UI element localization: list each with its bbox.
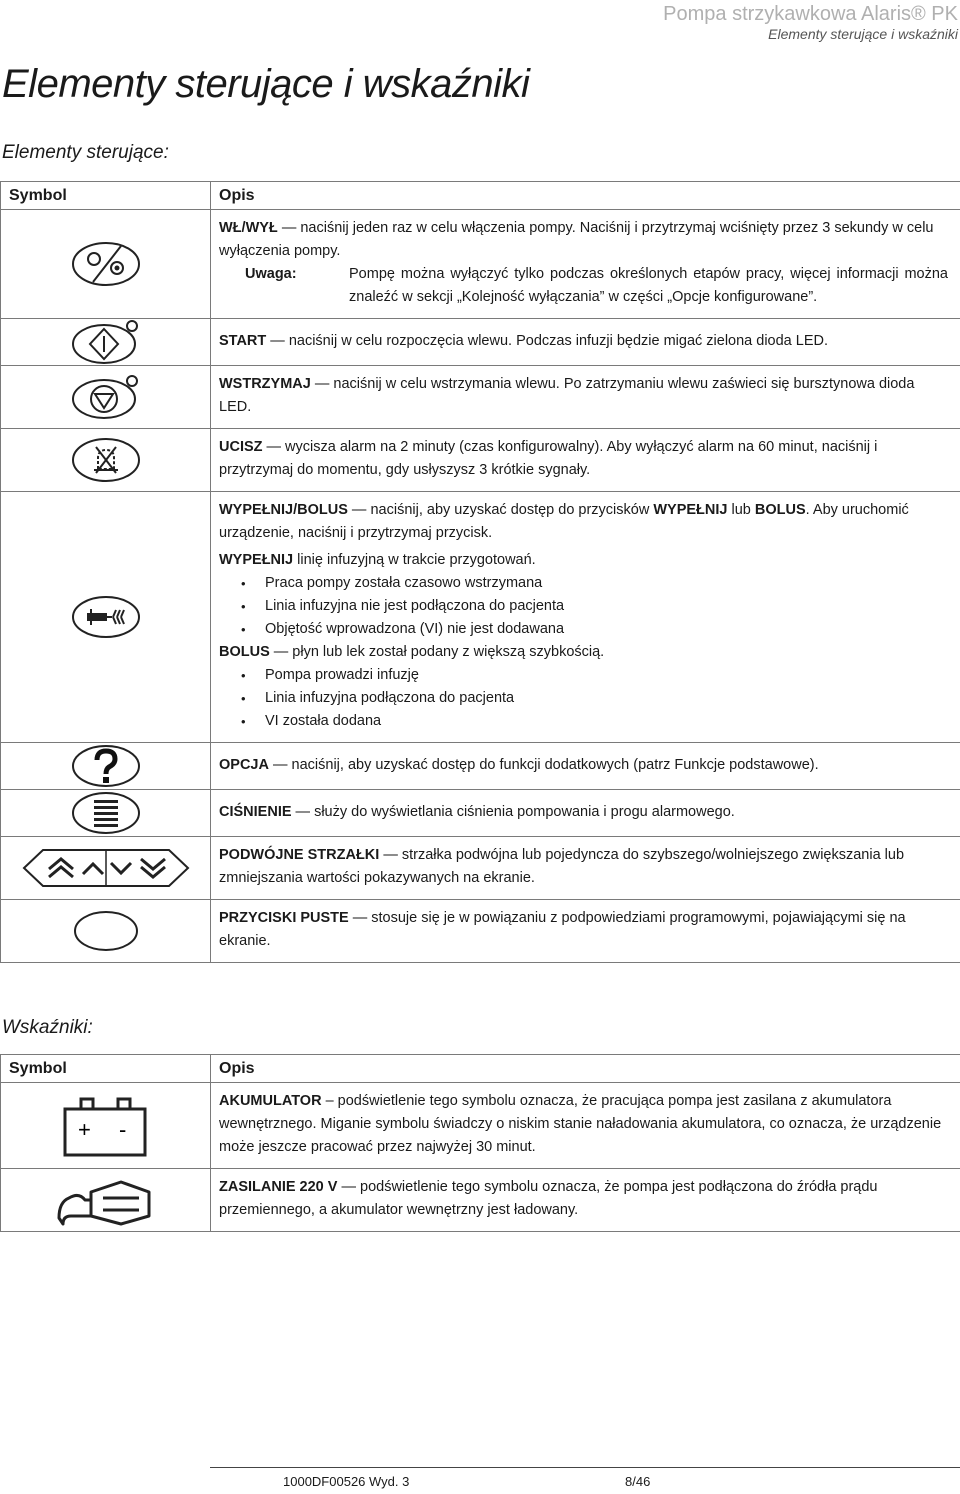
bolus-line-text: — płyn lub lek został podany z większą szybkością. xyxy=(269,644,605,660)
onoff-note-label: Uwaga: xyxy=(245,266,297,282)
battery-symbol-cell xyxy=(1,1083,211,1169)
mains-symbol-cell xyxy=(1,1169,211,1232)
mute-alarm-icon xyxy=(71,437,141,483)
blank-key-icon xyxy=(71,909,141,953)
fill-text-a: — naciśnij, aby uzyskać dostęp do przycisków xyxy=(347,502,654,518)
battery-description xyxy=(211,1083,960,1169)
arrows-description xyxy=(211,837,960,900)
list-item: • VI została dodana xyxy=(241,710,948,733)
bolus-line-name: BOLUS xyxy=(219,644,270,660)
option-description xyxy=(211,743,960,790)
mains-text: — podświetlenie tego symbolu oznacza, że pompa jest podłączona do źródła prądu przemiennego, a akumulator wewnętrzny jest ładowany. xyxy=(219,1179,878,1218)
controls-header-row xyxy=(1,182,960,210)
description-column-header: Opis xyxy=(211,182,960,210)
onoff-text: — naciśnij jeden raz w celu włączenia pompy. Naciśnij i przytrzymaj wciśnięty przez 3 sekundy w celu wyłączenia pompy. xyxy=(219,220,934,259)
arrows-text: — strzałka podwójna lub pojedyncza do szybszego/wolniejszego zwiększania lub zmniejszania wartości pokazywanych na ekranie. xyxy=(219,847,905,886)
mains-description xyxy=(211,1169,960,1232)
footer-divider xyxy=(210,1467,960,1468)
arrows-symbol-cell xyxy=(1,837,211,900)
bolus-bullet-list xyxy=(219,664,948,733)
stop-symbol-cell xyxy=(1,366,211,429)
symbol-column-header: Symbol xyxy=(1,182,211,210)
mains-name: ZASILANIE 220 V xyxy=(219,1179,338,1195)
stop-icon xyxy=(71,374,141,420)
blank-name: PRZYCISKI PUSTE xyxy=(219,910,349,926)
pressure-icon xyxy=(71,790,141,836)
option-text: — naciśnij, aby uzyskać dostęp do funkcji dodatkowych (patrz Funkcje podstawowe). xyxy=(268,756,819,773)
control-row-start xyxy=(1,319,960,366)
blank-description xyxy=(211,900,960,963)
section-name: Elementy sterujące i wskaźniki xyxy=(768,26,958,42)
double-arrows-icon xyxy=(21,847,191,889)
product-name: Pompa strzykawkowa Alaris® PK xyxy=(663,3,958,25)
pressure-description xyxy=(211,790,960,837)
page-title: Elementy sterujące i wskaźniki xyxy=(2,62,530,106)
stop-name: WSTRZYMAJ xyxy=(219,376,311,392)
bolus-inline-name: BOLUS xyxy=(754,502,806,518)
list-item: • Praca pompy została czasowo wstrzymana xyxy=(241,572,948,595)
mains-plug-icon xyxy=(51,1172,161,1228)
stop-description xyxy=(211,366,960,429)
start-name: START xyxy=(219,332,267,349)
onoff-description xyxy=(211,210,960,319)
question-mark-icon xyxy=(71,743,141,789)
fill-line-text: linię infuzyjną w trakcie przygotowań. xyxy=(293,552,536,568)
description-column-header: Opis xyxy=(211,1055,960,1083)
fill-description xyxy=(211,492,960,743)
indicators-header-row xyxy=(1,1055,960,1083)
battery-minus: - xyxy=(118,1116,126,1142)
fill-text-b: lub xyxy=(727,502,755,518)
pressure-name: CIŚNIENIE xyxy=(219,803,292,820)
indicators-heading: Wskaźniki: xyxy=(2,1017,93,1038)
page-number: 8/46 xyxy=(625,1474,651,1489)
option-name: OPCJA xyxy=(219,756,269,773)
indicator-row-battery xyxy=(1,1083,960,1169)
fill-symbol-cell xyxy=(1,492,211,743)
option-symbol-cell xyxy=(1,743,211,790)
prime-bolus-icon xyxy=(71,594,141,640)
onoff-name: WŁ/WYŁ xyxy=(219,220,278,236)
pressure-symbol-cell xyxy=(1,790,211,837)
control-row-mute xyxy=(1,429,960,492)
battery-text: – podświetlenie tego symbolu oznacza, że pracująca pompa jest zasilana z akumulatora wewnętrznego. Miganie symbolu świadczy o niskim stanie naładowania akumulatora, co oznacza, że urządzenie może jeszcze pracować przez najwyżej 30 minut. xyxy=(219,1093,942,1155)
page-header xyxy=(663,2,958,42)
start-text: — naciśnij w celu rozpoczęcia wlewu. Podczas infuzji będzie migać zielona dioda LED. xyxy=(266,332,829,349)
control-row-pressure xyxy=(1,790,960,837)
fill-name: WYPEŁNIJ/BOLUS xyxy=(219,502,348,518)
mute-symbol-cell xyxy=(1,429,211,492)
stop-text: — naciśnij w celu wstrzymania wlewu. Po zatrzymaniu wlewu zaświeci się bursztynowa dioda LED. xyxy=(219,376,915,415)
control-row-onoff xyxy=(1,210,960,319)
control-row-option xyxy=(1,743,960,790)
control-row-stop xyxy=(1,366,960,429)
battery-icon xyxy=(61,1095,151,1157)
blank-text: — stosuje się je w powiązaniu z podpowiedziami programowymi, pojawiającymi się na ekranie. xyxy=(219,910,906,949)
onoff-note-text: Pompę można wyłączyć tylko podczas określonych etapów pracy, więcej informacji można znaleźć w sekcji „Kolejność wyłączania” w części „Opcje konfigurowane”. xyxy=(349,266,948,305)
battery-name: AKUMULATOR xyxy=(219,1093,322,1109)
fill-text-c: . Aby uruchomić urządzenie, naciśnij i przytrzymaj przycisk. xyxy=(219,502,909,541)
controls-table xyxy=(0,181,960,963)
controls-heading: Elementy sterujące: xyxy=(2,142,169,163)
symbol-column-header: Symbol xyxy=(1,1055,211,1083)
mute-description xyxy=(211,429,960,492)
indicators-table xyxy=(0,1054,960,1232)
fill-line-name: WYPEŁNIJ xyxy=(219,552,294,568)
indicator-row-mains xyxy=(1,1169,960,1232)
pressure-text: — służy do wyświetlania ciśnienia pompowania i progu alarmowego. xyxy=(291,803,735,820)
start-description xyxy=(211,319,960,366)
start-symbol-cell xyxy=(1,319,211,366)
blank-symbol-cell xyxy=(1,900,211,963)
power-onoff-icon xyxy=(71,241,141,287)
battery-plus: + xyxy=(77,1116,91,1142)
arrows-name: PODWÓJNE STRZAŁKI xyxy=(219,847,380,863)
list-item: • Linia infuzyjna nie jest podłączona do pacjenta xyxy=(241,595,948,618)
document-code: 1000DF00526 Wyd. 3 xyxy=(283,1474,410,1489)
control-row-blank xyxy=(1,900,960,963)
start-icon xyxy=(71,319,141,365)
list-item: • Linia infuzyjna podłączona do pacjenta xyxy=(241,687,948,710)
fill-bullet-list xyxy=(219,572,948,641)
control-row-arrows xyxy=(1,837,960,900)
control-row-fill-bolus xyxy=(1,492,960,743)
list-item: • Pompa prowadzi infuzję xyxy=(241,664,948,687)
mute-text: — wycisza alarm na 2 minuty (czas konfigurowalny). Aby wyłączyć alarm na 60 minut, naciśnij i przytrzymaj do momentu, gdy usłyszysz 3 krótkie sygnały. xyxy=(219,439,878,478)
mute-name: UCISZ xyxy=(219,439,263,455)
onoff-note xyxy=(219,263,948,309)
list-item: • Objętość wprowadzona (VI) nie jest dodawana xyxy=(241,618,948,641)
fill-inline-name: WYPEŁNIJ xyxy=(653,502,728,518)
onoff-symbol-cell xyxy=(1,210,211,319)
